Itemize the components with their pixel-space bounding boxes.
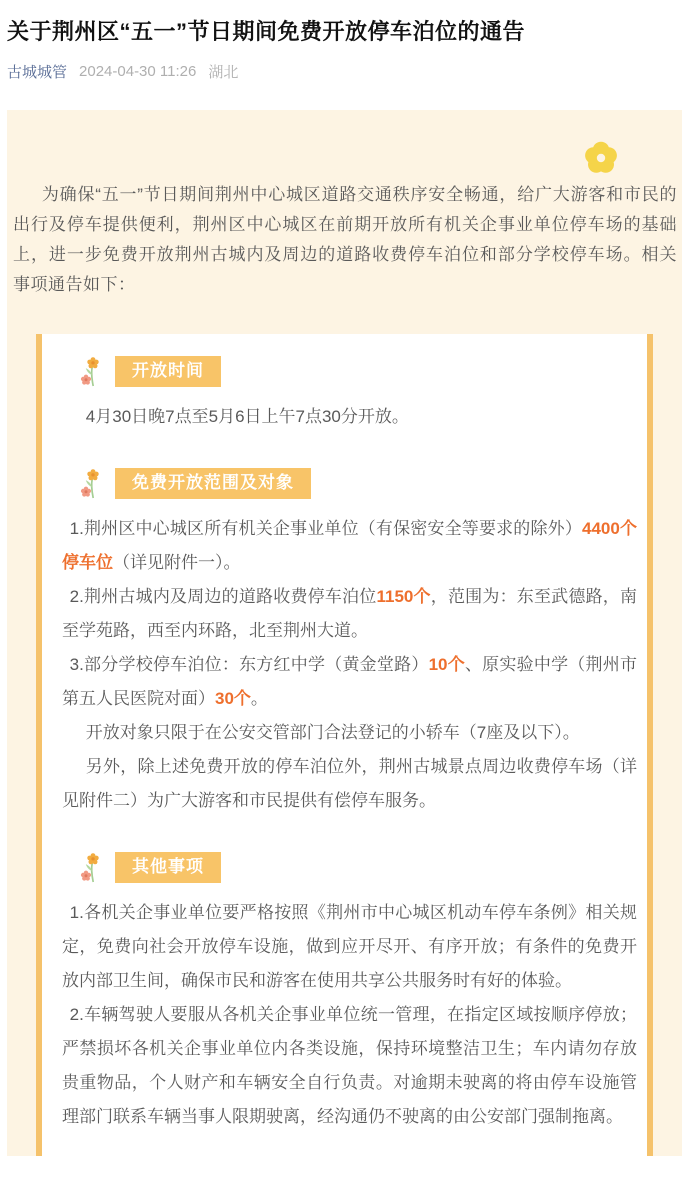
intro-paragraph: 为确保“五一”节日期间荆州中心城区道路交通秩序安全畅通，给广大游客和市民的出行及停车提供便利，荆州区中心城区在前期开放所有机关企事业单位停车场的基础上，进一步免费开放荆州古城内及周边的道路收费停车泊位和部分学校停车场。相关事项通告如下： <box>13 184 677 294</box>
author-link[interactable]: 古城城管 <box>7 63 68 81</box>
body-text: 。 <box>250 688 268 708</box>
section-badge: 开放时间 <box>115 356 221 387</box>
paragraph <box>62 648 637 716</box>
body-text: 、原实验中学（荆州市第五人民医院对面） <box>62 654 637 708</box>
paragraph <box>62 716 637 750</box>
article-header <box>0 0 692 82</box>
paragraph <box>62 580 637 648</box>
article-title: 关于荆州区“五一”节日期间免费开放停车泊位的通告 <box>7 19 526 44</box>
flower-sprig-icon <box>80 852 100 883</box>
section-heading <box>80 468 637 499</box>
highlight-text: 1150个 <box>376 586 431 606</box>
body-text: ，范围为：东至武德路，南至学苑路，西至内环路，北至荆州大道。 <box>62 586 637 640</box>
section-badge: 免费开放范围及对象 <box>115 468 311 499</box>
body-text: 1.各机关企事业单位要严格按照《荆州市中心城区机动车停车条例》相关规定，免费向社会开放停车设施，做到应开尽开、有序开放；有条件的免费开放内部卫生间，确保市民和游客在使用共享公共服务时有好的体验。 <box>62 902 637 990</box>
body-text: 开放对象只限于在公安交管部门合法登记的小轿车（7座及以下）。 <box>85 722 580 742</box>
body-text: 4月30日晚7点至5月6日上午7点30分开放。 <box>85 406 409 426</box>
sections <box>62 356 637 1134</box>
paragraph <box>62 750 637 818</box>
notice-card <box>36 334 653 1156</box>
paragraph <box>62 400 637 434</box>
publish-region: 湖北 <box>208 63 239 81</box>
article-meta <box>7 61 682 82</box>
highlight-text: 4400个停车位 <box>62 518 637 572</box>
section-heading <box>80 852 637 883</box>
section-badge: 其他事项 <box>115 852 221 883</box>
body-text: 2.荆州古城内及周边的道路收费停车泊位 <box>69 586 377 606</box>
section-heading <box>80 356 637 387</box>
highlight-text: 30个 <box>215 688 251 708</box>
paragraph <box>62 512 637 580</box>
paragraph <box>62 998 637 1134</box>
body-text: 另外，除上述免费开放的停车泊位外，荆州古城景点周边收费停车场（详见附件二）为广大游客和市民提供有偿停车服务。 <box>62 756 637 810</box>
paragraph <box>62 896 637 998</box>
highlight-text: 10个 <box>428 654 465 674</box>
flower-sprig-icon <box>80 356 100 387</box>
body-text: 3.部分学校停车泊位：东方红中学（黄金堂路） <box>69 654 429 674</box>
flower-decoration-icon <box>582 139 620 177</box>
body-text: 2.车辆驾驶人要服从各机关企事业单位统一管理，在指定区域按顺序停放；严禁损坏各机关企事业单位内各类设施，保持环境整洁卫生；车内请勿存放贵重物品，个人财产和车辆安全自行负责。对逾期未驶离的将由停车设施管理部门联系车辆当事人限期驶离，经沟通仍不驶离的由公安部门强制拖离。 <box>62 1004 637 1126</box>
flower-sprig-icon <box>80 468 100 499</box>
article-content <box>7 110 682 1156</box>
body-text: 1.荆州区中心城区所有机关企事业单位（有保密安全等要求的除外） <box>69 518 582 538</box>
publish-date: 2024-04-30 11:26 <box>79 62 197 80</box>
body-text: （详见附件一）。 <box>113 552 241 572</box>
